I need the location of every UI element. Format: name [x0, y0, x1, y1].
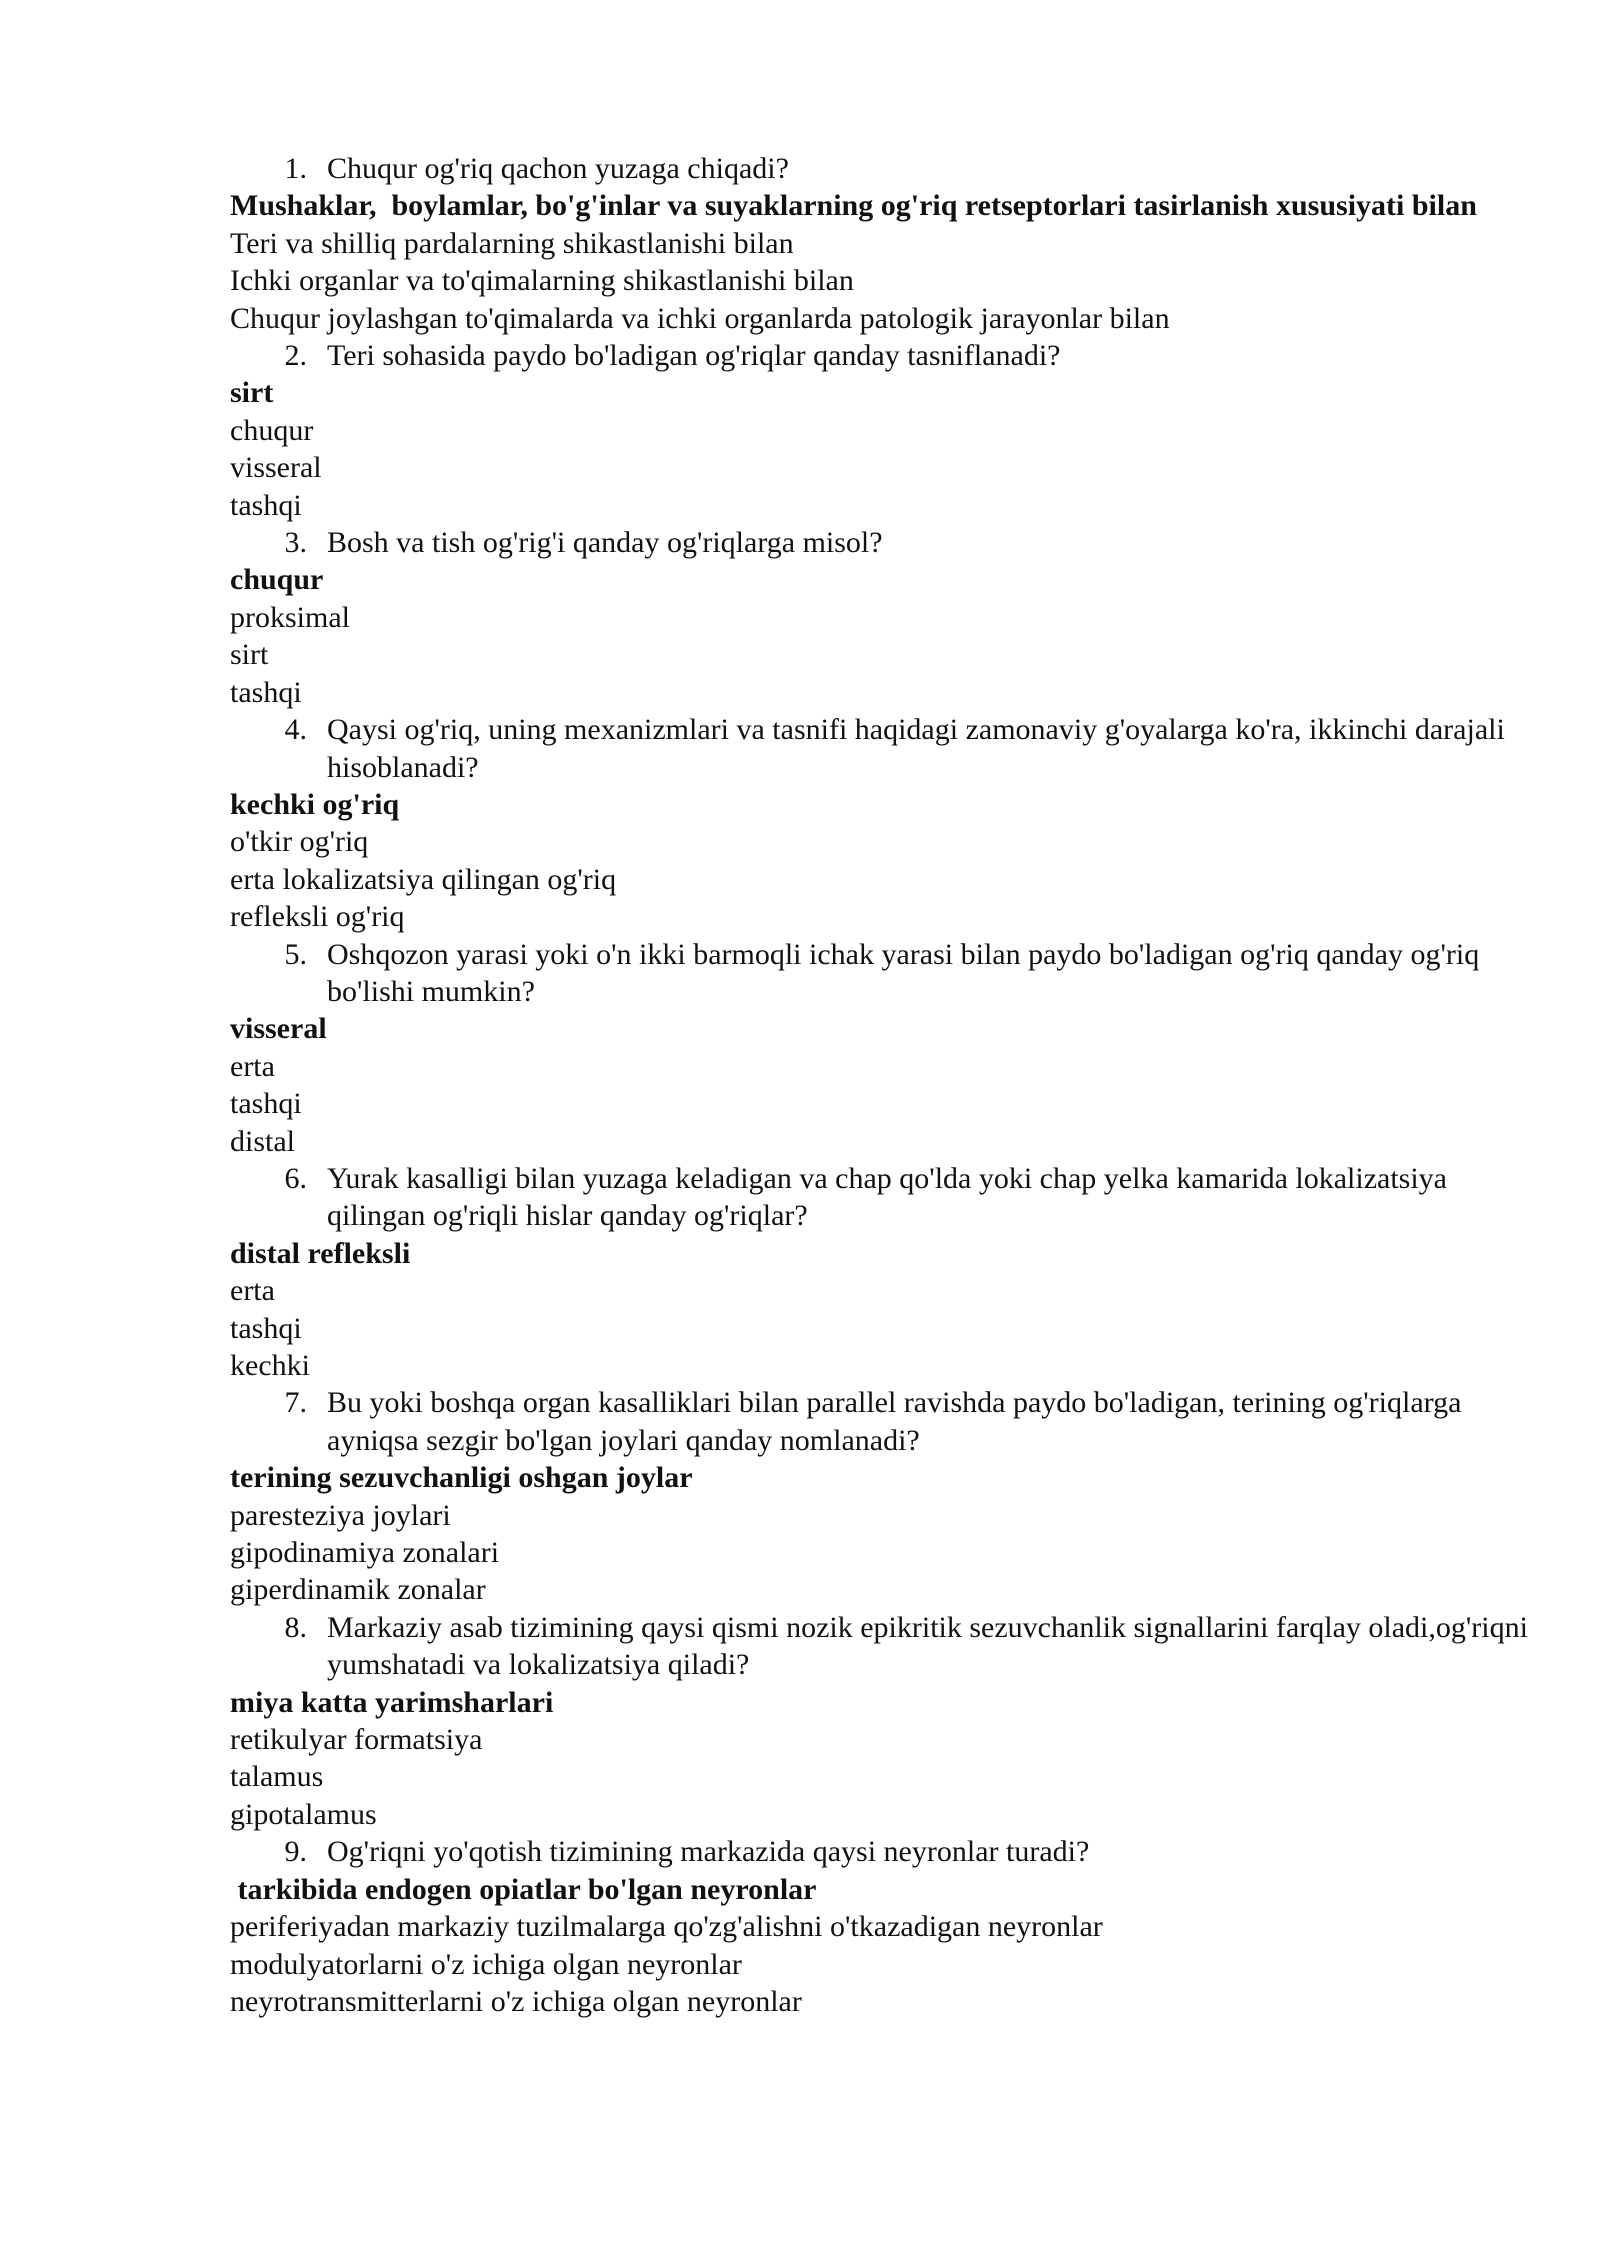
question-row [230, 1384, 1530, 1459]
answer-option: refleksli og'riq [230, 900, 405, 934]
question-text: Og'riqni yo'qotish tizimining markazida qaysi neyronlar turadi? [327, 1835, 1090, 1869]
question-row [230, 711, 1530, 786]
answer-option: gipodinamiya zonalari [230, 1536, 500, 1570]
document-page [230, 150, 1530, 2020]
question-block [230, 150, 1530, 337]
question-block [230, 711, 1530, 935]
question-number: 4. [284, 713, 307, 747]
answer-option: proksimal [230, 600, 350, 634]
question-block [230, 936, 1530, 1160]
question-block [230, 1609, 1530, 1833]
correct-answer: distal refleksli [230, 1236, 411, 1270]
answer-option: paresteziya joylari [230, 1498, 451, 1532]
answer-option: distal [230, 1124, 295, 1158]
answer-option: tashqi [230, 488, 302, 522]
answer-option: retikulyar formatsiya [230, 1723, 483, 1757]
question-text: Qaysi og'riq, uning mexanizmlari va tasnifi haqidagi zamonaviy g'oyalarga ko'ra, ikkinchi darajali hisoblanadi? [327, 713, 1505, 784]
question-number: 7. [284, 1386, 307, 1420]
answer-option: o'tkir og'riq [230, 825, 369, 859]
correct-answer: terining sezuvchanligi oshgan joylar [230, 1461, 693, 1495]
answer-option: erta [230, 1274, 275, 1308]
correct-answer: miya katta yarimsharlari [230, 1685, 554, 1719]
question-number: 5. [284, 937, 307, 971]
question-block [230, 524, 1530, 711]
question-list [230, 150, 1530, 2020]
question-number: 8. [284, 1610, 307, 1644]
correct-answer: kechki og'riq [230, 787, 400, 821]
question-block [230, 1384, 1530, 1608]
correct-answer: chuqur [230, 563, 324, 597]
question-text: Bu yoki boshqa organ kasalliklari bilan parallel ravishda paydo bo'ladigan, terining og'riqlarga ayniqsa sezgir bo'lgan joylari qanday nomlanadi? [327, 1386, 1462, 1457]
question-row [230, 936, 1530, 1011]
question-row [230, 1160, 1530, 1235]
answer-option: chuqur [230, 413, 314, 447]
question-row [230, 524, 1530, 561]
question-block [230, 1160, 1530, 1384]
answer-option: Ichki organlar va to'qimalarning shikastlanishi bilan [230, 264, 854, 298]
question-row [230, 150, 1530, 187]
question-number: 1. [284, 152, 307, 185]
answer-option: tashqi [230, 675, 302, 709]
correct-answer: tarkibida endogen opiatlar bo'lgan neyronlar [230, 1872, 817, 1906]
question-block [230, 1833, 1530, 2020]
question-number: 9. [284, 1835, 307, 1869]
question-text: Chuqur og'riq qachon yuzaga chiqadi? [327, 152, 789, 185]
question-row [230, 1609, 1530, 1684]
question-block [230, 337, 1530, 524]
answer-option: sirt [230, 638, 269, 672]
question-row [230, 1833, 1530, 1870]
question-text: Markaziy asab tizimining qaysi qismi nozik epikritik sezuvchanlik signallarini farqlay oladi,og'riqni yumshatadi va lokalizatsiya qiladi? [327, 1610, 1528, 1682]
question-text: Teri sohasida paydo bo'ladigan og'riqlar qanday tasniflanadi? [327, 339, 1061, 373]
question-row [230, 337, 1530, 374]
question-number: 6. [284, 1161, 307, 1195]
correct-answer: visseral [230, 1012, 327, 1046]
answer-option: gipotalamus [230, 1797, 377, 1831]
answer-option: neyrotransmitterlarni o'z ichiga olgan neyronlar [230, 1984, 802, 2018]
question-text: Yurak kasalligi bilan yuzaga keladigan va chap qo'lda yoki chap yelka kamarida lokalizatsiya qilingan og'riqli hislar qanday og'riqlar? [327, 1161, 1447, 1233]
answer-option: talamus [230, 1760, 324, 1794]
answer-option: visseral [230, 451, 322, 485]
answer-option: tashqi [230, 1087, 302, 1121]
answer-option: giperdinamik zonalar [230, 1573, 486, 1607]
answer-option: modulyatorlarni o'z ichiga olgan neyronlar [230, 1947, 742, 1981]
answer-option: tashqi [230, 1311, 302, 1345]
question-text: Oshqozon yarasi yoki o'n ikki barmoqli ichak yarasi bilan paydo bo'ladigan og'riq qanday og'riq bo'lishi mumkin? [327, 937, 1480, 1008]
correct-answer: Mushaklar, boylamlar, bo'g'inlar va suyaklarning og'riq retseptorlari tasirlanish xususiyati bilan [230, 189, 1477, 223]
answer-option: erta lokalizatsiya qilingan og'riq [230, 862, 617, 896]
answer-option: Teri va shilliq pardalarning shikastlanishi bilan [230, 226, 794, 260]
correct-answer: sirt [230, 376, 274, 410]
answer-option: Chuqur joylashgan to'qimalarda va ichki organlarda patologik jarayonlar bilan [230, 301, 1170, 335]
answer-option: kechki [230, 1349, 310, 1382]
answer-option: erta [230, 1049, 275, 1083]
question-text: Bosh va tish og'rig'i qanday og'riqlarga misol? [327, 526, 883, 560]
answer-option: periferiyadan markaziy tuzilmalarga qo'zg'alishni o'tkazadigan neyronlar [230, 1910, 1103, 1944]
question-number: 2. [284, 339, 307, 373]
question-number: 3. [284, 526, 307, 560]
